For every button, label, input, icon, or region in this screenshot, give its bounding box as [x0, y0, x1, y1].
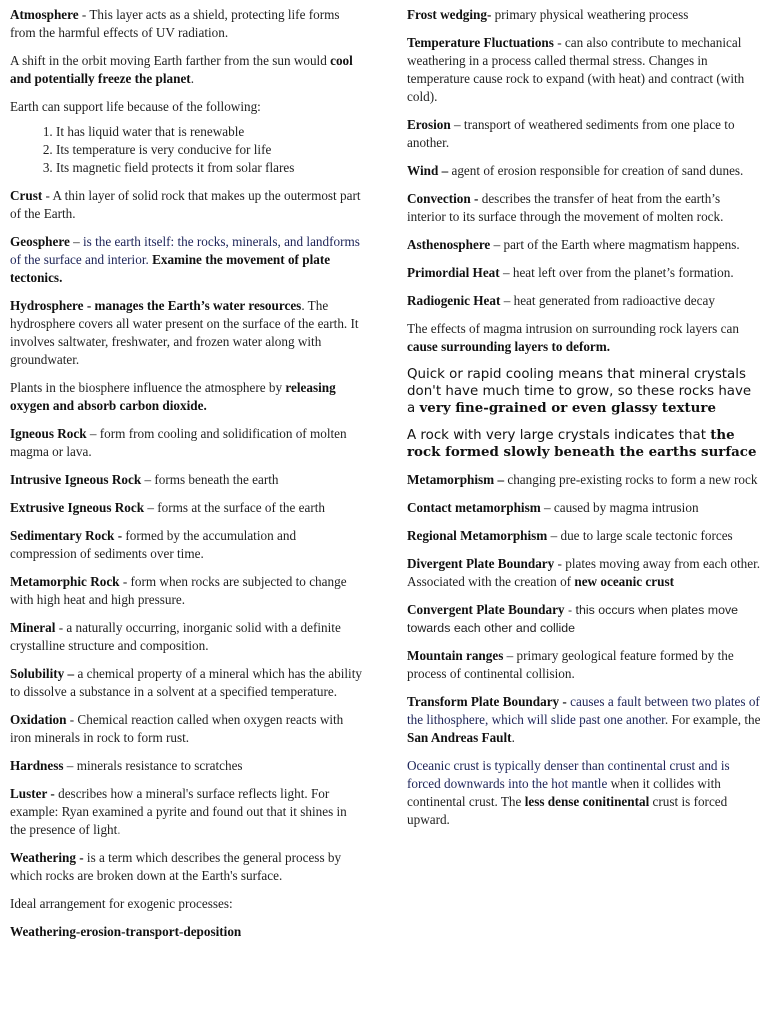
entry-oxidation: Oxidation - Chemical reaction called when oxygen reacts with iron minerals in rock to form rust. [10, 712, 344, 745]
entry-contact-metamorphism: Contact metamorphism – caused by magma intrusion [407, 500, 699, 515]
entry-solubility: Solubility – a chemical property of a mineral which has the ability to dissolve a substance in a solvent at a specified temperature. [10, 666, 362, 699]
entry-igneous-rock: Igneous Rock – form from cooling and solidification of molten magma or lava. [10, 426, 347, 459]
entry-metamorphism: Metamorphism – changing pre-existing rocks to form a new rock [407, 472, 758, 487]
list-item: 2. Its temperature is very conducive for life [56, 141, 362, 159]
entry-primordial-heat: Primordial Heat – heat left over from the planet’s formation. [407, 265, 734, 280]
entry-luster: Luster - describes how a mineral's surface reflects light. For example: Ryan examined a pyrite and found out that it shines in the presence of light. [10, 786, 347, 837]
entry-rapid-cooling: Quick or rapid cooling means that mineral crystals don't have much time to grow, so these rocks have a very fine-grained or even glassy texture [407, 367, 752, 416]
entry-mineral: Mineral - a naturally occurring, inorganic solid with a definite crystalline structure and composition. [10, 620, 341, 653]
entry-atmosphere: Atmosphere - This layer acts as a shield, protecting life forms from the harmful effects of UV radiation. [10, 7, 340, 40]
entry-convection: Convection - describes the transfer of heat from the earth’s interior to its surface through the movement of molten rock. [407, 191, 724, 224]
entry-intrusive-igneous: Intrusive Igneous Rock – forms beneath the earth [10, 472, 279, 487]
entry-large-crystals: A rock with very large crystals indicates that the rock formed slowly beneath the earths surface [407, 427, 757, 460]
entry-metamorphic-rock: Metamorphic Rock - form when rocks are subjected to change with high heat and high pressure. [10, 574, 347, 607]
entry-erosion: Erosion – transport of weathered sediments from one place to another. [407, 117, 735, 150]
entry-geosphere: Geosphere – is the earth itself: the rocks, minerals, and landforms of the surface and interior. Examine the movement of plate tectonics. [10, 234, 360, 285]
entry-regional-metamorphism: Regional Metamorphism – due to large scale tectonic forces [407, 528, 733, 543]
entry-transform-boundary: Transform Plate Boundary - causes a fault between two plates of the lithosphere, which will slide past one another. For example, the San Andreas Fault. [407, 694, 761, 745]
entry-sedimentary-rock: Sedimentary Rock - formed by the accumulation and compression of sediments over time. [10, 528, 297, 561]
entry-biosphere: Plants in the biosphere influence the atmosphere by releasing oxygen and absorb carbon dioxide. [10, 380, 336, 413]
term: Atmosphere [10, 7, 79, 22]
list-item: 1. It has liquid water that is renewable [56, 123, 362, 141]
entry-divergent-boundary: Divergent Plate Boundary - plates moving away from each other. Associated with the creation of new oceanic crust [407, 556, 761, 589]
entry-radiogenic-heat: Radiogenic Heat – heat generated from radioactive decay [407, 293, 715, 308]
entry-frost-wedging: Frost wedging- primary physical weathering process [407, 7, 689, 22]
entry-hydrosphere: Hydrosphere - manages the Earth’s water resources. The hydrosphere covers all water present on the surface of the earth. It involves saltwater, freshwater, and frozen water along with groundwater. [10, 298, 359, 367]
right-column [407, 6, 761, 839]
entry-asthenosphere: Asthenosphere – part of the Earth where magmatism happens. [407, 237, 740, 252]
exogenic-intro: Ideal arrangement for exogenic processes: [10, 896, 233, 911]
entry-convergent-boundary: Convergent Plate Boundary - this occurs when plates move towards each other and collide [407, 602, 739, 635]
life-reasons-list [10, 123, 362, 177]
life-intro: Earth can support life because of the following: [10, 99, 261, 114]
exogenic-sequence: Weathering-erosion-transport-deposition [10, 924, 242, 939]
entry-crust: Crust - A thin layer of solid rock that makes up the outermost part of the Earth. [10, 188, 361, 221]
entry-magma-intrusion: The effects of magma intrusion on surrounding rock layers can cause surrounding layers to deform. [407, 321, 739, 354]
entry-oceanic-crust: Oceanic crust is typically denser than continental crust and is forced downwards into the hot mantle when it collides with continental crust. The less dense conitinental crust is forced upward. [407, 758, 730, 827]
entry-wind: Wind – agent of erosion responsible for creation of sand dunes. [407, 163, 744, 178]
entry-orbit-shift: A shift in the orbit moving Earth farther from the sun would cool and potentially freeze the planet. [10, 53, 353, 86]
entry-hardness: Hardness – minerals resistance to scratches [10, 758, 243, 773]
entry-extrusive-igneous: Extrusive Igneous Rock – forms at the surface of the earth [10, 500, 325, 515]
entry-mountain-ranges: Mountain ranges – primary geological feature formed by the process of continental collision. [407, 648, 734, 681]
entry-weathering: Weathering - is a term which describes the general process by which rocks are broken down at the Earth's surface. [10, 850, 342, 883]
list-item: 3. Its magnetic field protects it from solar flares [56, 159, 362, 177]
left-column [10, 6, 362, 951]
entry-temperature-fluctuations: Temperature Fluctuations - can also contribute to mechanical weathering in a process called thermal stress. Changes in temperature cause rock to expand (with heat) and contract (with cold). [407, 35, 745, 104]
